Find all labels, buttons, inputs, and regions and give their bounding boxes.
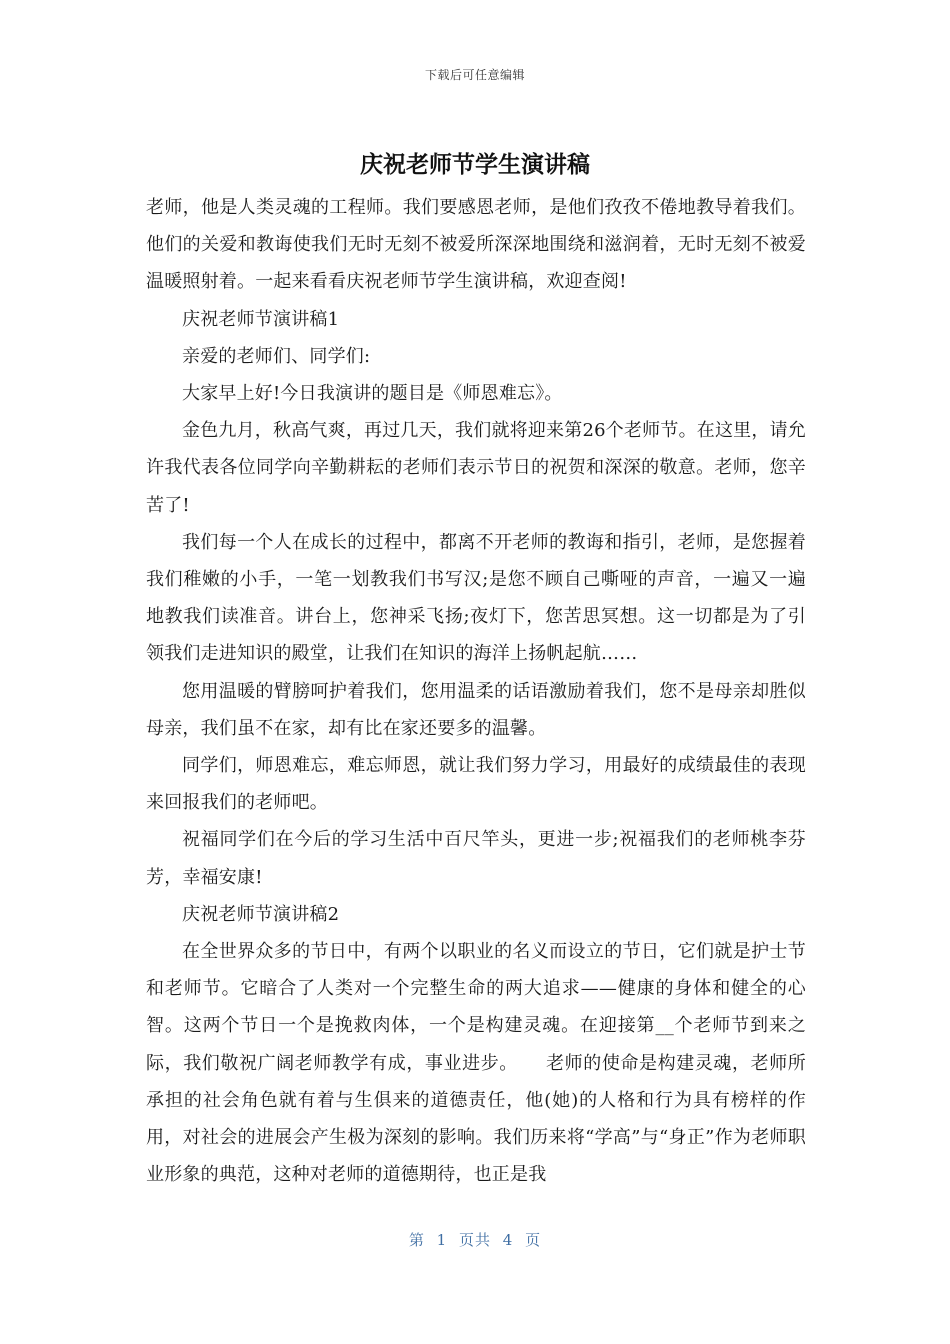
paragraph: 您用温暖的臂膀呵护着我们，您用温柔的话语激励着我们，您不是母亲却胜似母亲，我们虽不在家，却有比在家还要多的温馨。 (146, 680, 806, 739)
paragraph-intro: 老师，他是人类灵魂的工程师。我们要感恩老师，是他们孜孜不倦地教导着我们。他们的关爱和教诲使我们无时无刻不被爱所深深地围绕和滋润着，无时无刻不被爱温暖照射着。一起来看看庆祝老师节学生演讲稿，欢迎查阅! (146, 197, 806, 293)
paragraph: 同学们，师恩难忘，难忘师恩，就让我们努力学习，用最好的成绩最佳的表现来回报我们的老师吧。 (146, 755, 806, 814)
paragraph-salutation: 亲爱的老师们、同学们: (182, 345, 371, 367)
paragraph: 在全世界众多的节日中，有两个以职业的名义而设立的节日，它们就是护士节和老师节。它暗合了人类对一个完整生命的两大追求——健康的身体和健全的心智。这两个节日一个是挽救肉体，一个是构建灵魂。在迎接第__个老师节到来之际，我们敬祝广阔老师教学有成，事业进步。 老师的使命是构建灵魂，老师所承担的社会角色就有着与生俱来的道德责任，他(她)的人格和行为具有榜样的作用，对社会的进展会产生极为深刻的影响。我们历来将“学高”与“身正”作为老师职业形象的典范，这种对老师的道德期待，也正是我 (146, 941, 806, 1186)
document-title: 庆祝老师节学生演讲稿 (360, 152, 590, 178)
paragraph: 金色九月，秋高气爽，再过几天，我们就将迎来第26个老师节。在这里，请允许我代表各位同学向辛勤耕耘的老师们表示节日的祝贺和深深的敬意。老师，您辛苦了! (146, 420, 806, 516)
paragraph: 祝福同学们在今后的学习生活中百尺竿头，更进一步;祝福我们的老师桃李芬芳，幸福安康! (146, 829, 806, 888)
header-note: 下载后可任意编辑 (424, 68, 525, 82)
page-footer: 第 1 页共 4 页 (408, 1231, 542, 1249)
paragraph: 我们每一个人在成长的过程中，都离不开老师的教诲和指引，老师，是您握着我们稚嫩的小手，一笔一划教我们书写汉;是您不顾自己嘶哑的声音，一遍又一遍地教我们读准音。讲台上，您神采飞扬;夜灯下，您苦思冥想。这一切都是为了引领我们走进知识的殿堂，让我们在知识的海洋上扬帆起航…… (146, 531, 806, 665)
section-heading-1: 庆祝老师节演讲稿1 (182, 308, 340, 330)
document-body (146, 189, 806, 1193)
section-heading-2: 庆祝老师节演讲稿2 (182, 903, 340, 925)
paragraph-greeting: 大家早上好!今日我演讲的题目是《师恩难忘》。 (182, 383, 563, 405)
